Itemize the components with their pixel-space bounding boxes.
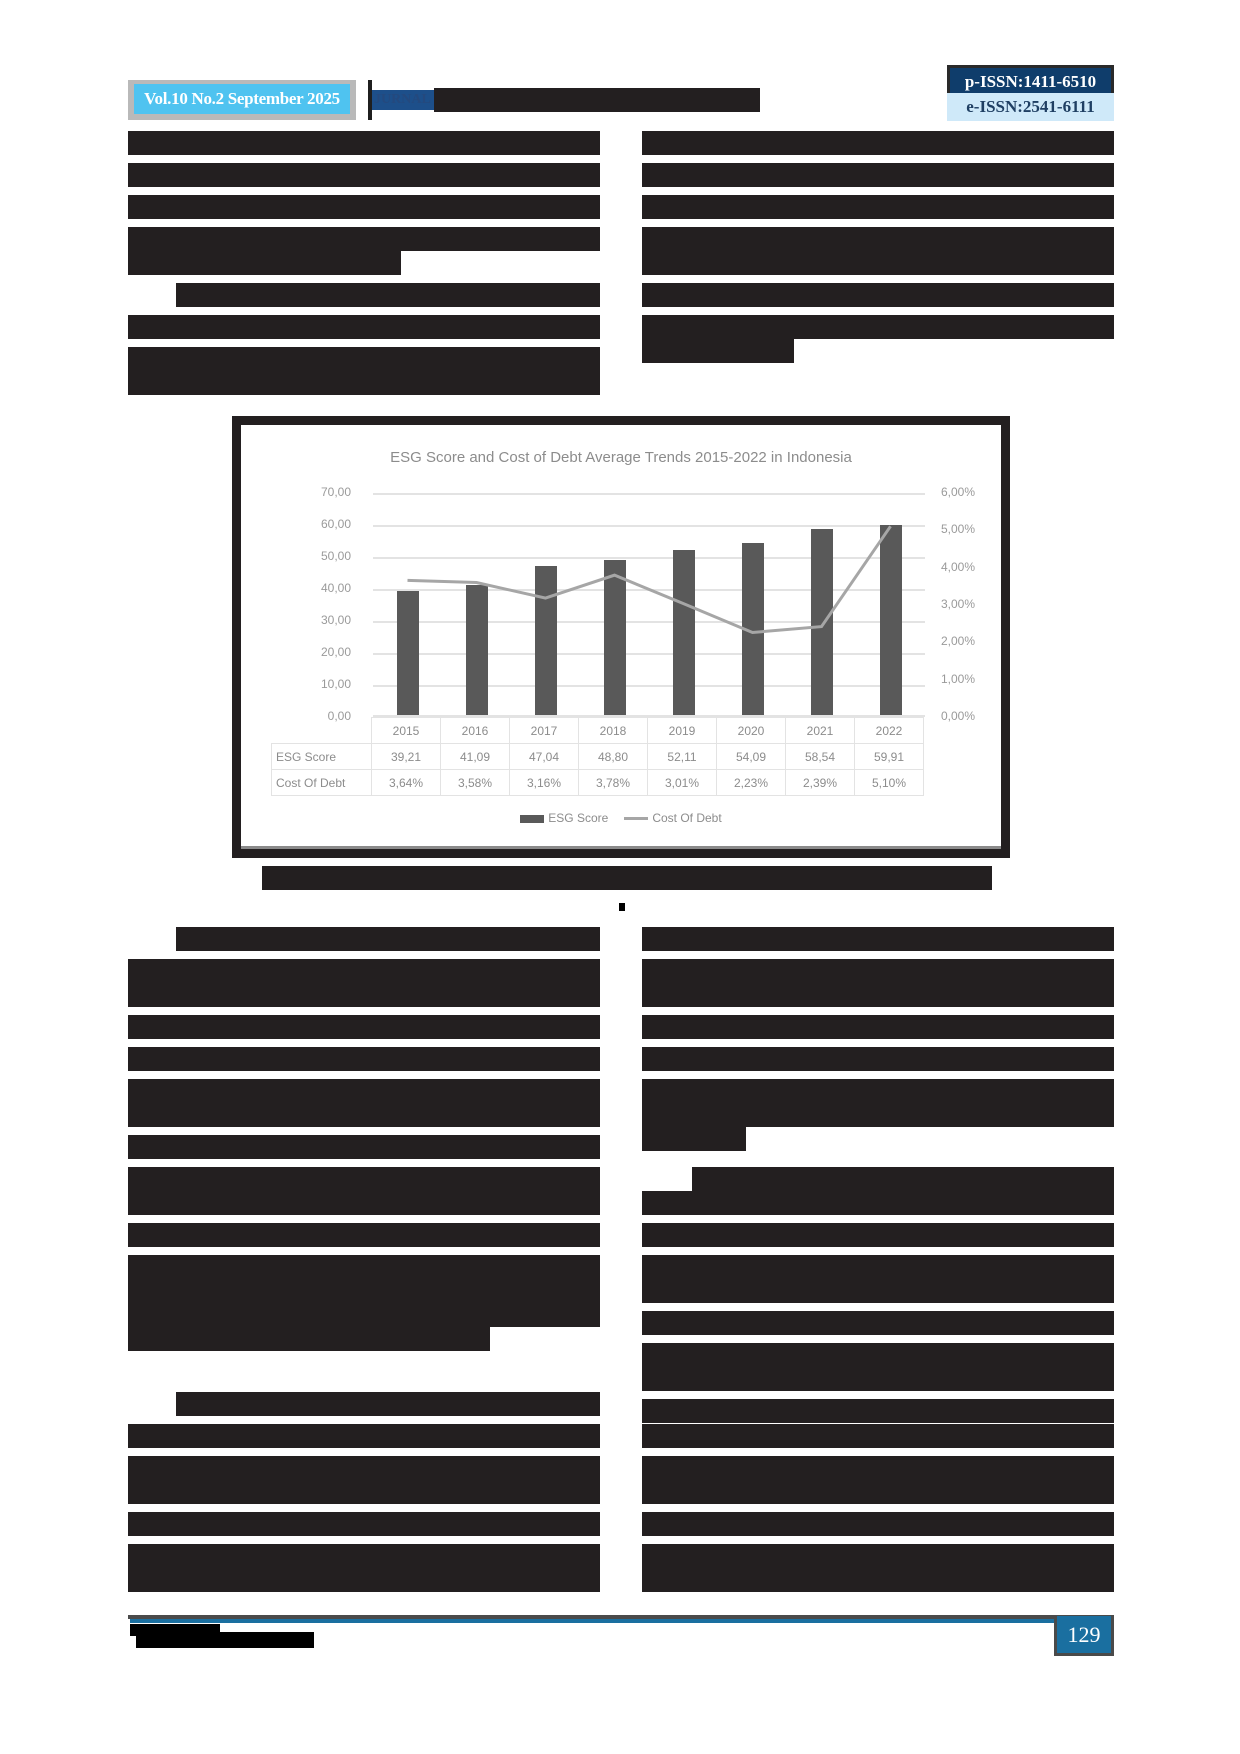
text-line [128, 959, 600, 983]
year-header: 2022 [855, 718, 924, 744]
text-line [642, 1367, 1114, 1391]
text-line [642, 227, 1114, 251]
text-line [642, 1047, 1114, 1071]
table-cell: 59,91 [855, 744, 924, 770]
text-line [128, 1047, 600, 1071]
text-line [642, 1311, 1114, 1335]
text-line [128, 983, 600, 1007]
text-line [642, 1279, 1114, 1303]
plot-area [373, 493, 925, 717]
row-label: ESG Score [272, 744, 372, 770]
table-cell: 5,10% [855, 770, 924, 796]
text-line [128, 227, 600, 251]
y-tick-left: 40,00 [320, 581, 351, 595]
footer-text-redacted [136, 1632, 314, 1648]
text-line [642, 1456, 1114, 1480]
table-cell: 2,39% [786, 770, 855, 796]
year-header: 2021 [786, 718, 855, 744]
e-issn: e-ISSN:2541-6111 [947, 93, 1114, 121]
table-cell: 52,11 [648, 744, 717, 770]
y-tick-left: 20,00 [320, 645, 351, 659]
y-tick-left: 0,00 [327, 709, 351, 723]
frame-edge [241, 846, 1001, 849]
caption-marker [619, 903, 625, 911]
table-cell: 47,04 [510, 744, 579, 770]
table-cell: 54,09 [717, 744, 786, 770]
y-tick-right: 4,00% [941, 560, 976, 574]
chart-figure [232, 416, 1010, 858]
table-cell: 39,21 [372, 744, 441, 770]
table-cell: 3,64% [372, 770, 441, 796]
text-line [128, 1456, 600, 1480]
text-line [128, 1544, 600, 1568]
text-line [642, 1191, 1114, 1215]
text-line [642, 1255, 1114, 1279]
table-cell: 3,58% [441, 770, 510, 796]
text-line [642, 1568, 1114, 1592]
table-cell: 3,01% [648, 770, 717, 796]
y-tick-right: 6,00% [941, 485, 976, 499]
table-row [272, 744, 924, 770]
page-number: 129 [1054, 1616, 1114, 1656]
journal-divider [368, 80, 372, 120]
text-line [128, 1303, 600, 1327]
year-header: 2018 [579, 718, 648, 744]
y-tick-right: 0,00% [941, 709, 976, 723]
text-line [128, 1015, 600, 1039]
legend-item-esg: ESG Score [520, 811, 608, 825]
text-line [642, 131, 1114, 155]
text-line [128, 1223, 600, 1247]
text-line [642, 1343, 1114, 1367]
table-header-row [272, 718, 924, 744]
footer-accent-rule [130, 1619, 1054, 1623]
y-tick-right: 3,00% [941, 597, 976, 611]
chart-title: ESG Score and Cost of Debt Average Trends 2015-2022 in Indonesia [390, 449, 852, 466]
line-swatch-icon [624, 817, 648, 820]
figure-caption-redacted [262, 866, 992, 890]
text-line [128, 315, 600, 339]
text-line [642, 1127, 746, 1151]
cost-of-debt-line [373, 493, 925, 717]
text-line [642, 1480, 1114, 1504]
bar-swatch-icon [520, 815, 544, 823]
year-header: 2015 [372, 718, 441, 744]
year-header: 2020 [717, 718, 786, 744]
chart-data-table [271, 717, 924, 796]
text-line [128, 1568, 600, 1592]
text-line [128, 163, 600, 187]
text-line [128, 1167, 600, 1191]
y-tick-left: 30,00 [320, 613, 351, 627]
text-line [642, 1512, 1114, 1536]
year-header: 2017 [510, 718, 579, 744]
y-tick-right: 1,00% [941, 672, 976, 686]
text-line [176, 1392, 600, 1416]
chart-legend [241, 811, 1001, 825]
text-line [128, 1255, 600, 1279]
y-tick-left: 10,00 [320, 677, 351, 691]
text-line [642, 1103, 1114, 1127]
text-line [128, 347, 600, 371]
text-line [128, 1079, 600, 1103]
text-line [128, 1135, 600, 1159]
p-issn: p-ISSN:1411-6510 [947, 65, 1114, 93]
text-line [128, 371, 600, 395]
row-label: Cost Of Debt [272, 770, 372, 796]
text-line [642, 927, 1114, 951]
text-line [128, 1480, 600, 1504]
table-cell: 41,09 [441, 744, 510, 770]
issn-box [947, 65, 1114, 121]
text-line [642, 1015, 1114, 1039]
text-line [128, 1103, 600, 1127]
text-line [692, 1167, 1114, 1191]
text-line [642, 1424, 1114, 1448]
text-line [642, 1079, 1114, 1103]
text-line [128, 1327, 490, 1351]
y-tick-left: 50,00 [320, 549, 351, 563]
text-line [128, 195, 600, 219]
year-header: 2019 [648, 718, 717, 744]
volume-text: Vol.10 No.2 September 2025 [134, 84, 350, 114]
text-line [128, 1424, 600, 1448]
table-cell: 3,16% [510, 770, 579, 796]
text-line [642, 315, 1114, 339]
text-line [642, 195, 1114, 219]
text-line [642, 251, 1114, 275]
journal-name [368, 80, 760, 120]
y-tick-left: 70,00 [320, 485, 351, 499]
text-line [128, 251, 401, 275]
table-cell: 2,23% [717, 770, 786, 796]
text-line [642, 983, 1114, 1007]
text-line [176, 927, 600, 951]
y-tick-right: 5,00% [941, 522, 976, 536]
text-line [642, 339, 794, 363]
text-line [128, 1191, 600, 1215]
y-tick-right: 2,00% [941, 634, 976, 648]
y-tick-left: 60,00 [320, 517, 351, 531]
table-cell: 3,78% [579, 770, 648, 796]
journal-title-redacted [434, 88, 760, 112]
year-header: 2016 [441, 718, 510, 744]
text-line [642, 1399, 1114, 1423]
legend-item-cost-of-debt: Cost Of Debt [624, 811, 721, 825]
text-line [176, 283, 600, 307]
text-line [128, 1512, 600, 1536]
text-line [642, 1544, 1114, 1568]
text-line [128, 1279, 600, 1303]
volume-badge [128, 80, 356, 120]
text-line [642, 1223, 1114, 1247]
text-line [642, 163, 1114, 187]
table-cell: 48,80 [579, 744, 648, 770]
table-row [272, 770, 924, 796]
text-line [642, 959, 1114, 983]
table-cell: 58,54 [786, 744, 855, 770]
text-line [642, 283, 1114, 307]
journal-label: JURNAL [371, 90, 434, 110]
text-line [128, 131, 600, 155]
